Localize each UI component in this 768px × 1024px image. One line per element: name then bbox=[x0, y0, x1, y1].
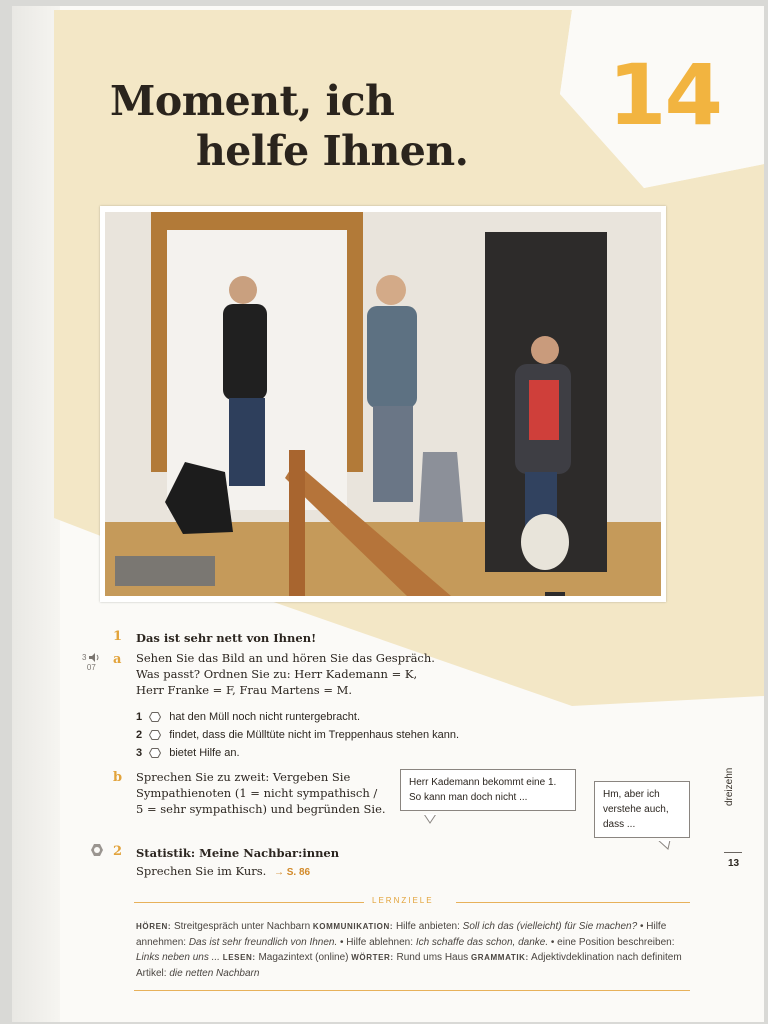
example-kommunikation: Ich schaffe das schon, danke. bbox=[415, 936, 549, 948]
instruction-line: 5 = sehr sympathisch) und begründen Sie. bbox=[136, 802, 386, 816]
label-woerter: WÖRTER: bbox=[351, 953, 394, 962]
page-divider bbox=[724, 852, 742, 853]
chapter-photo bbox=[100, 206, 666, 602]
photo-illustration bbox=[105, 212, 661, 596]
text-lesen: Magazintext (online) bbox=[258, 952, 349, 963]
bubble-tail bbox=[658, 840, 672, 850]
example-grammatik: die netten Nachbarn bbox=[169, 967, 260, 979]
instruction-line: Was passt? Ordnen Sie zu: Herr Kademann = K, bbox=[136, 667, 418, 681]
answer-hexagon-icon[interactable] bbox=[149, 712, 161, 722]
audio-reference[interactable] bbox=[82, 653, 101, 673]
speaker-icon bbox=[89, 653, 101, 662]
instruction-line: Sympathienoten (1 = nicht sympathisch / bbox=[136, 786, 378, 800]
page-number: 13 bbox=[728, 858, 740, 869]
bubble-line: verstehe auch, bbox=[603, 804, 669, 815]
bubble-line: Hm, aber ich bbox=[603, 789, 660, 800]
list-item bbox=[136, 726, 459, 744]
divider bbox=[134, 902, 364, 903]
exercise-1a-instructions bbox=[136, 650, 435, 698]
speech-bubble-1 bbox=[400, 769, 576, 811]
cogwheel-icon bbox=[90, 843, 104, 857]
divider bbox=[456, 902, 690, 903]
text-kommunikation: • Hilfe ablehnen: bbox=[340, 936, 414, 948]
lernziele-title: LERNZIELE bbox=[372, 896, 434, 905]
label-hoeren: HÖREN: bbox=[136, 922, 172, 931]
instruction-line: Sehen Sie das Bild an und hören Sie das Gespräch. bbox=[136, 651, 435, 665]
exercise-1a-items bbox=[136, 708, 459, 762]
label-kommunikation: KOMMUNIKATION: bbox=[312, 922, 394, 931]
exercise-1-heading: Das ist sehr nett von Ihnen! bbox=[136, 631, 317, 645]
bubble-tail bbox=[424, 814, 438, 824]
list-item bbox=[136, 708, 459, 726]
audio-track: 3 bbox=[82, 653, 87, 662]
text-kommunikation: • eine Position beschreiben: bbox=[550, 936, 675, 948]
exercise-1-number: 1 bbox=[113, 629, 123, 644]
answer-hexagon-icon[interactable] bbox=[149, 748, 161, 758]
exercise-2-instruction: Sprechen Sie im Kurs. bbox=[136, 864, 267, 878]
chapter-number: 14 bbox=[608, 46, 721, 144]
textbook-page bbox=[12, 6, 764, 1022]
bubble-line: So kann man doch nicht ... bbox=[409, 792, 528, 803]
example-kommunikation: Soll ich das (vielleicht) für Sie machen? bbox=[462, 921, 638, 932]
example-kommunikation: Links neben uns ... bbox=[136, 952, 220, 963]
item-number: 1 bbox=[136, 711, 143, 723]
text-kommunikation: • Hilfe annehmen: bbox=[136, 921, 667, 948]
example-kommunikation: Das ist sehr freundlich von Ihnen. bbox=[188, 936, 338, 948]
label-grammatik: GRAMMATIK: bbox=[470, 953, 529, 962]
chapter-title-line1: Moment, ich bbox=[110, 77, 395, 125]
item-text: findet, dass die Mülltüte nicht im Treppenhaus stehen kann. bbox=[169, 729, 460, 741]
item-number: 2 bbox=[136, 729, 143, 741]
page-number-word: dreizehn bbox=[724, 767, 735, 806]
bubble-line: Herr Kademann bekommt eine 1. bbox=[409, 777, 557, 788]
chapter-title-line2: helfe Ihnen. bbox=[196, 127, 469, 175]
instruction-line: Sprechen Sie zu zweit: Vergeben Sie bbox=[136, 770, 351, 784]
exercise-2-text bbox=[136, 863, 310, 881]
text-grammatik: Adjektivdeklination nach definitem Artikel: bbox=[136, 952, 682, 979]
item-number: 3 bbox=[136, 747, 143, 759]
lernziele-text bbox=[136, 919, 684, 981]
audio-index: 07 bbox=[86, 663, 96, 672]
answer-hexagon-icon[interactable] bbox=[149, 730, 161, 740]
exercise-1b-instructions bbox=[136, 769, 386, 817]
item-text: hat den Müll noch nicht runtergebracht. bbox=[169, 711, 361, 723]
text-kommunikation: Hilfe anbieten: bbox=[395, 921, 460, 932]
chapter-title bbox=[110, 76, 468, 176]
list-item bbox=[136, 744, 459, 762]
item-text: bietet Hilfe an. bbox=[169, 747, 240, 759]
page-reference-link[interactable]: → S. 86 bbox=[273, 867, 311, 878]
text-woerter: Rund ums Haus bbox=[396, 952, 469, 963]
exercise-2-number: 2 bbox=[113, 844, 123, 859]
text-hoeren: Streitgespräch unter Nachbarn bbox=[173, 921, 311, 932]
exercise-1a-letter: a bbox=[113, 652, 122, 667]
label-lesen: LESEN: bbox=[222, 953, 256, 962]
exercise-2-heading: Statistik: Meine Nachbar:innen bbox=[136, 846, 340, 860]
exercise-1b-letter: b bbox=[113, 770, 123, 785]
speech-bubble-2 bbox=[594, 781, 690, 838]
instruction-line: Herr Franke = F, Frau Martens = M. bbox=[136, 683, 353, 697]
bubble-line: dass ... bbox=[603, 819, 636, 830]
bottom-divider bbox=[134, 990, 690, 991]
